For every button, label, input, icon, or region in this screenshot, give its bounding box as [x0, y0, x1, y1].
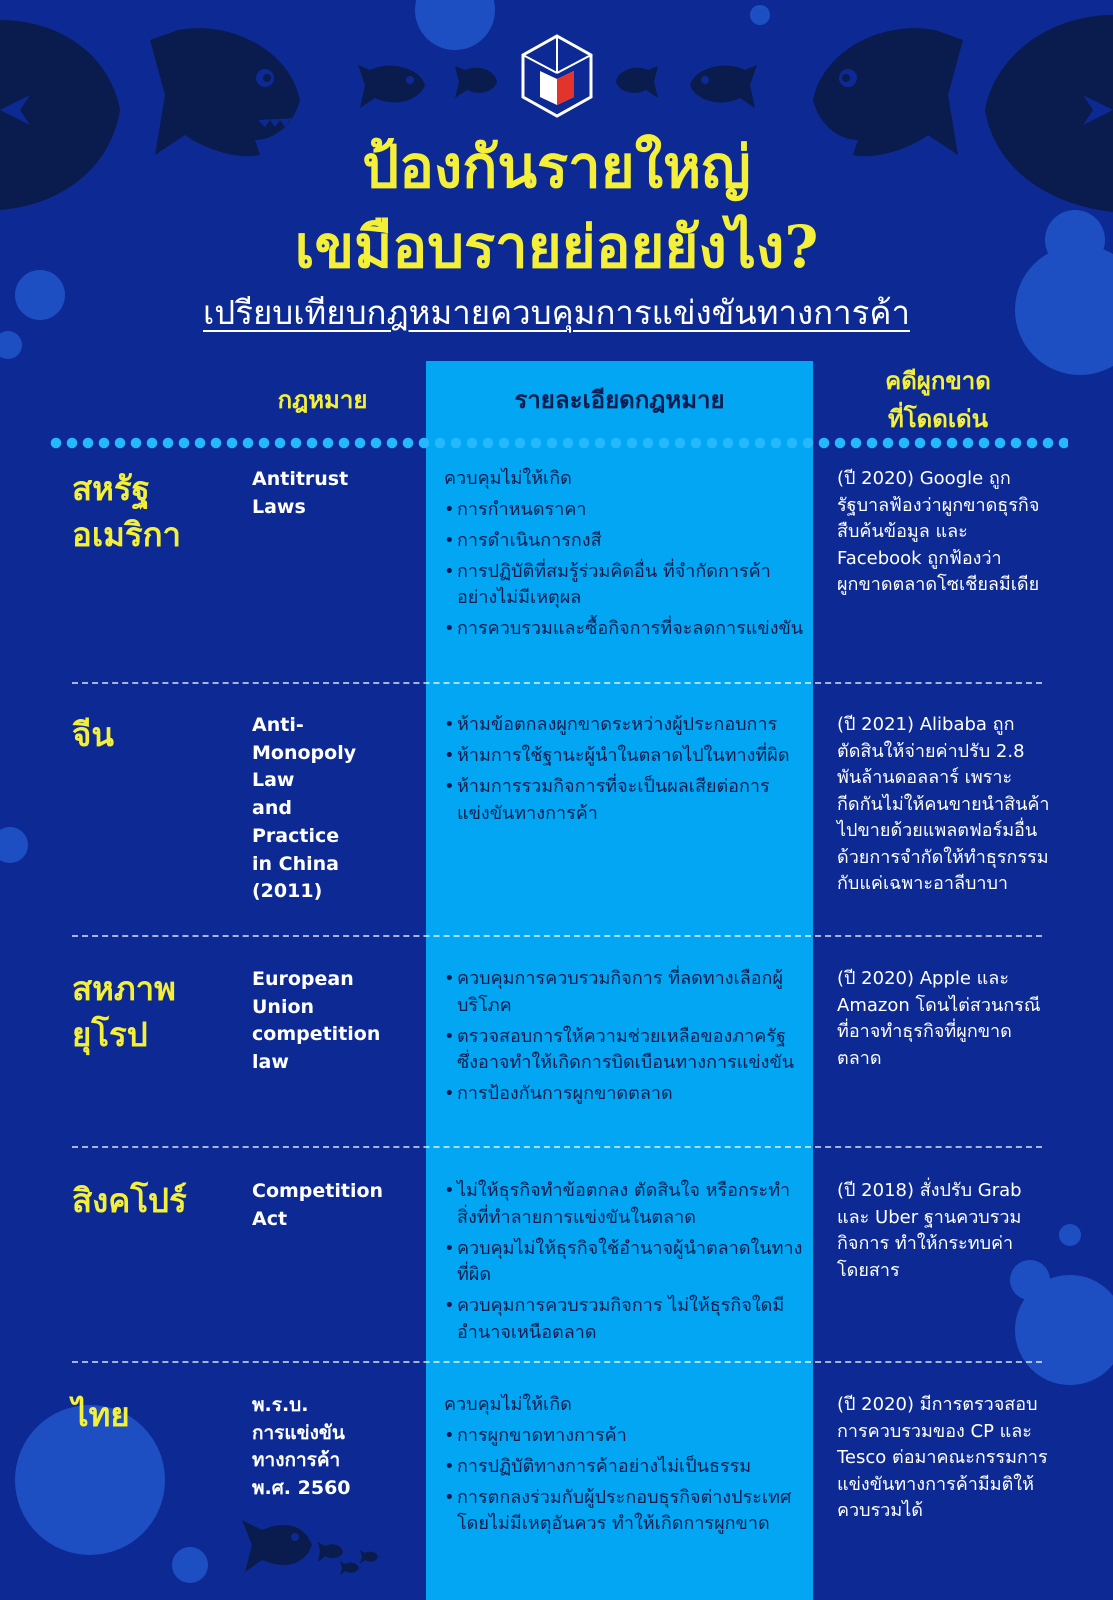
cube-book-logo-icon	[520, 33, 594, 119]
law-detail	[444, 966, 806, 1112]
country-name: จีน	[72, 715, 114, 754]
list-item: • ควบคุมการควบรวมกิจการ ไม่ให้ธุรกิจใดมีอำนาจเหนือตลาด	[444, 1293, 806, 1346]
country-name: ไทย	[72, 1395, 130, 1434]
detail-intro: ควบคุมไม่ให้เกิด	[444, 1394, 572, 1415]
law-detail	[444, 1178, 806, 1351]
page-title-line1: ป้องกันรายใหญ่	[362, 133, 751, 201]
law-name: European Union competition law	[252, 968, 381, 1074]
notable-case: (ปี 2020) มีการตรวจสอบการควบรวมของ CP และ Tesco ต่อมาคณะกรรมการแข่งขันทางการค้ามีมติให้ควบรวมได้	[837, 1394, 1048, 1521]
list-item: • ห้ามการใช้ฐานะผู้นำในตลาดไปในทางที่ผิด	[444, 743, 806, 770]
detail-list	[444, 1423, 806, 1538]
page-title-line2: เขมือบรายย่อยยังไง?	[294, 213, 819, 281]
country-name: สหรัฐ อเมริกา	[72, 469, 182, 554]
law-detail	[444, 1392, 806, 1542]
list-item: • ห้ามข้อตกลงผูกขาดระหว่างผู้ประกอบการ	[444, 712, 806, 739]
row-divider	[72, 935, 1042, 937]
list-item: • การปฏิบัติทางการค้าอย่างไม่เป็นธรรม	[444, 1454, 806, 1481]
detail-intro: ควบคุมไม่ให้เกิด	[444, 468, 572, 489]
list-item: • การตกลงร่วมกับผู้ประกอบธุรกิจต่างประเทศโดยไม่มีเหตุอันควร ทำให้เกิดการผูกขาด	[444, 1485, 806, 1538]
detail-list	[444, 1178, 806, 1346]
column-header-case	[828, 362, 1048, 438]
column-header-detail: รายละเอียดกฎหมาย	[514, 386, 725, 414]
column-header-law: กฎหมาย	[277, 386, 368, 414]
list-item: • ตรวจสอบการให้ความช่วยเหลือของภาครัฐ ซึ่งอาจทำให้เกิดการบิดเบือนทางการแข่งขัน	[444, 1024, 806, 1077]
list-item: • การป้องกันการผูกขาดตลาด	[444, 1081, 806, 1108]
law-detail	[444, 712, 806, 832]
column-header-case-line1: คดีผูกขาด	[885, 367, 991, 395]
notable-case: (ปี 2021) Alibaba ถูกตัดสินให้จ่ายค่าปรับ 2.8 พันล้านดอลลาร์ เพราะกีดกันไม่ให้คนขายนำสินค้าไปขายด้วยแพลตฟอร์มอื่น ด้วยการจำกัดให้ทำธุรกรรมกับแค่เฉพาะอาลีบาบา	[837, 714, 1050, 894]
list-item: • ไม่ให้ธุรกิจทำข้อตกลง ตัดสินใจ หรือกระทำสิ่งที่ทำลายการแข่งขันในตลาด	[444, 1178, 806, 1231]
notable-case: (ปี 2020) Apple และ Amazon โดนไต่สวนกรณีที่อาจทำธุรกิจที่ผูกขาดตลาด	[837, 968, 1041, 1069]
list-item: • การผูกขาดทางการค้า	[444, 1423, 806, 1450]
list-item: • การควบรวมและซื้อกิจการที่จะลดการแข่งขัน	[444, 616, 806, 643]
law-name: Competition Act	[252, 1180, 384, 1230]
list-item: • ควบคุมการควบรวมกิจการ ที่ลดทางเลือกผู้บริโภค	[444, 966, 806, 1019]
list-item: • ห้ามการรวมกิจการที่จะเป็นผลเสียต่อการแข่งขันทางการค้า	[444, 774, 806, 827]
list-item: • การกำหนดราคา	[444, 497, 806, 524]
law-name: พ.ร.บ. การแข่งขัน ทางการค้า พ.ศ. 2560	[252, 1394, 351, 1500]
page-subtitle: เปรียบเทียบกฎหมายควบคุมการแข่งขันทางการค้า	[203, 293, 910, 332]
law-detail	[444, 466, 806, 647]
row-divider	[72, 1146, 1042, 1148]
law-name: Antitrust Laws	[252, 468, 349, 518]
row-divider	[72, 682, 1042, 684]
list-item: • ควบคุมไม่ให้ธุรกิจใช้อำนาจผู้นำตลาดในทางที่ผิด	[444, 1236, 806, 1289]
list-item: • การดำเนินการกงสี	[444, 528, 806, 555]
row-divider	[72, 1361, 1042, 1363]
country-name: สหภาพ ยุโรป	[72, 969, 176, 1054]
list-item: • การปฏิบัติที่สมรู้ร่วมคิดอื่น ที่จำกัดการค้าอย่างไม่มีเหตุผล	[444, 559, 806, 612]
detail-list	[444, 497, 806, 643]
column-header-case-line2: ที่โดดเด่น	[887, 405, 989, 433]
law-name: Anti- Monopoly Law and Practice in China (2011)	[252, 714, 357, 903]
notable-case: (ปี 2018) สั่งปรับ Grab และ Uber ฐานควบรวมกิจการ ทำให้กระทบค่าโดยสาร	[837, 1180, 1022, 1281]
country-name: สิงคโปร์	[72, 1181, 187, 1220]
notable-case: (ปี 2020) Google ถูกรัฐบาลฟ้องว่าผูกขาดธุรกิจสืบค้นข้อมูล และ Facebook ถูกฟ้องว่าผูกขาดตลาดโซเชียลมีเดีย	[837, 468, 1040, 595]
detail-list	[444, 966, 806, 1108]
dotted-divider	[48, 436, 1068, 450]
piranha-fish-icon	[242, 1520, 378, 1575]
detail-list	[444, 712, 806, 827]
